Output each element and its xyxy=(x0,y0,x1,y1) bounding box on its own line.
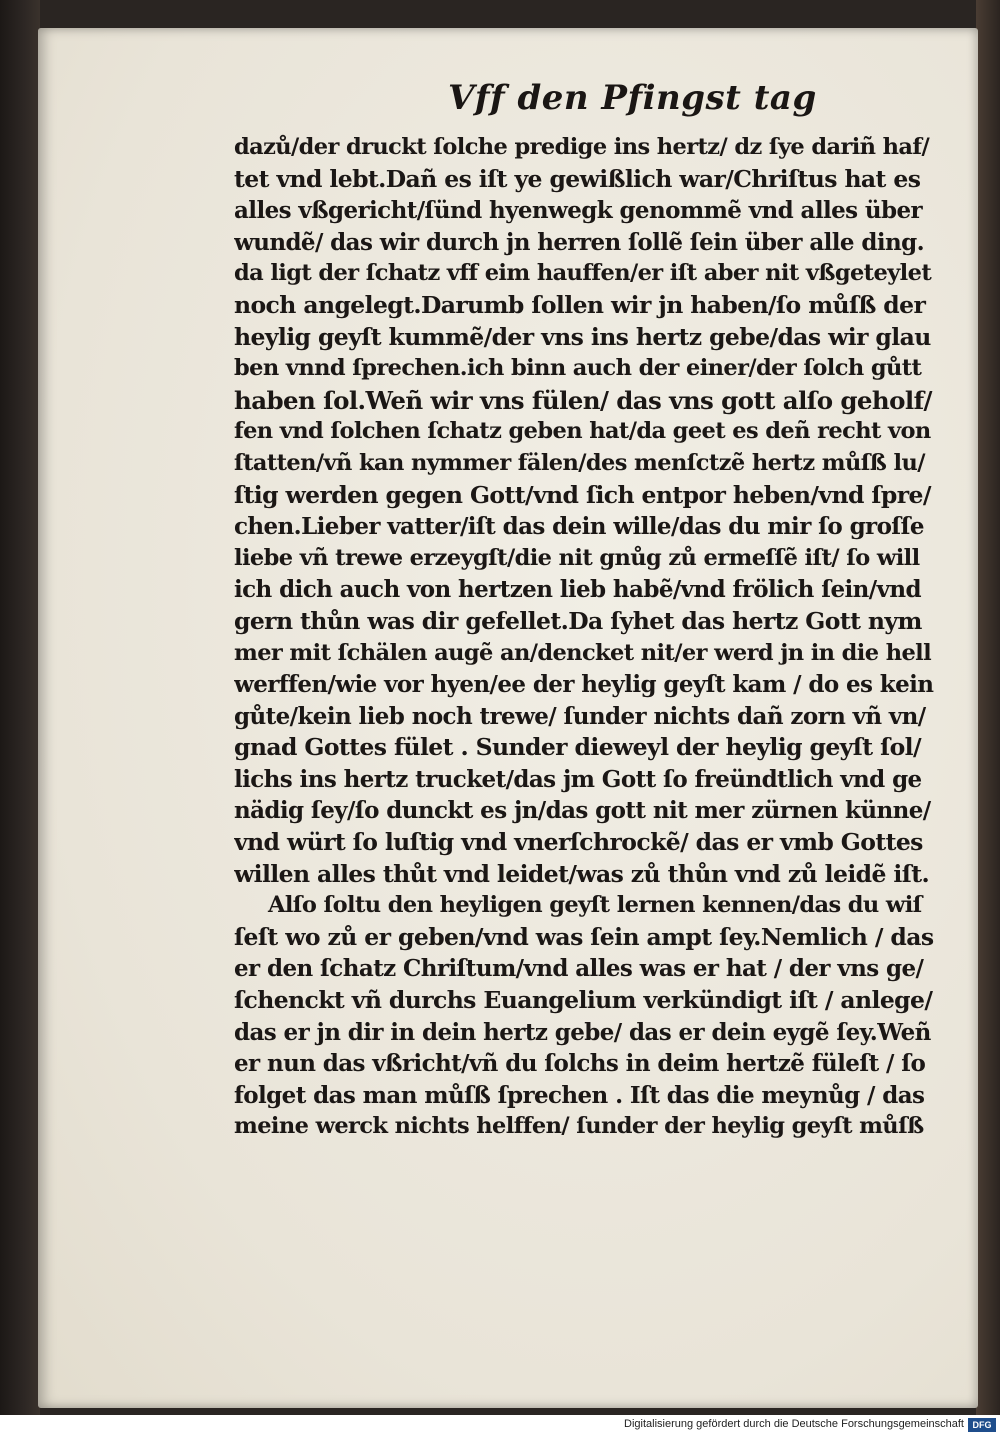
text-line: er nun das vßricht/vñ du ſolchs in deim hertzẽ füleſt / ſo xyxy=(234,1050,926,1078)
text-line: willen alles thůt vnd leidet/was zů thůn vnd zů leidẽ iſt. xyxy=(234,859,930,888)
text-line: meine werck nichts helffen/ ſunder der heylig geyſt můſß xyxy=(234,1113,924,1140)
text-line: ſchenckt vñ durchs Euangelium verkündigt iſt / anlege/ xyxy=(234,986,933,1015)
text-line: nädig ſey/ſo dunckt es jn/das gott nit mer zürnen künne/ xyxy=(234,797,931,825)
text-line: tet vnd lebt.Dañ es iſt ye gewißlich war/Chriſtus hat es xyxy=(234,164,921,193)
text-line: werffen/wie vor hyen/ee der heylig geyſt kam / do es kein xyxy=(234,671,934,699)
book-edge xyxy=(976,0,1000,1415)
text-line: er den ſchatz Chriſtum/vnd alles was er hat / der vns ge/ xyxy=(234,955,924,983)
text-line: gnad Gottes fület . Sunder dieweyl der heylig geyſt ſol/ xyxy=(234,733,921,762)
text-line: chen.Lieber vatter/iſt das dein wille/das du mir ſo groſſe xyxy=(234,513,924,541)
text-line: gůte/kein lieb noch trewe/ ſunder nichts dañ zorn vñ vn/ xyxy=(234,702,926,730)
footer-credit: Digitalisierung gefördert durch die Deutsche Forschungsgemeinschaft xyxy=(624,1418,964,1430)
text-line: ſtig werden gegen Gott/vnd ſich entpor heben/vnd ſpre/ xyxy=(234,480,931,509)
text-line: heylig geyſt kummẽ/der vns ins hertz gebe/das wir glau xyxy=(234,322,931,351)
text-line: Alſo ſoltu den heyligen geyſt lernen kennen/das du wiſ xyxy=(268,892,922,919)
running-head: Vff den Pfingst tag xyxy=(448,78,817,118)
text-block xyxy=(234,132,934,1143)
text-line: gern thůn was dir gefellet.Da ſyhet das hertz Gott nym xyxy=(234,606,922,635)
text-line: ben vnnd ſprechen.ich binn auch der einer/der ſolch gůtt xyxy=(234,355,922,382)
text-line: noch angelegt.Darumb ſollen wir jn haben/ſo můſß der xyxy=(234,290,926,319)
text-line: fen vnd ſolchen ſchatz geben hat/da geet es deñ recht von xyxy=(234,418,931,445)
text-line: da ligt der ſchatz vff eim hauffen/er iſt aber nit vßgeteylet xyxy=(234,260,932,287)
text-line: ſtatten/vñ kan nymmer fälen/des menſctzẽ hertz můſß lu/ xyxy=(234,449,925,476)
dfg-logo-icon: DFG xyxy=(968,1418,996,1432)
text-line: folget das man můſß ſprechen . Iſt das die meynůg / das xyxy=(234,1081,925,1109)
text-line: haben ſol.Weñ wir vns fülen/ das vns gott alſo geholf/ xyxy=(234,385,932,415)
text-line: wundẽ/ das wir durch jn herren ſollẽ ſein über alle ding. xyxy=(234,228,924,256)
text-line: mer mit ſchälen augẽ an/dencket nit/er werd jn in die hell xyxy=(234,639,932,666)
text-line: liebe vñ trewe erzeygſt/die nit gnůg zů ermeſſẽ iſt/ ſo will xyxy=(234,544,920,571)
text-line: dazů/der druckt ſolche predige ins hertz/ dz ſye dariñ haf/ xyxy=(234,134,930,160)
book-spine xyxy=(0,0,40,1415)
text-line: lichs ins hertz trucket/das jm Gott ſo freündtlich vnd ge xyxy=(234,765,922,793)
text-line: alles vßgericht/ſünd hyenwegk genommẽ vnd alles über xyxy=(234,197,923,225)
text-line: das er jn dir in dein hertz gebe/ das er dein eygẽ ſey.Weñ xyxy=(234,1018,931,1046)
footer-bar xyxy=(0,1415,1000,1436)
text-line: ſeſt wo zů er geben/vnd was ſein ampt ſey.Nemlich / das xyxy=(234,922,934,951)
text-line: ich dich auch von hertzen lieb habẽ/vnd frölich ſein/vnd xyxy=(234,576,921,604)
text-line: vnd würt ſo luſtig vnd vnerſchrockẽ/ das er vmb Gottes xyxy=(234,828,923,857)
